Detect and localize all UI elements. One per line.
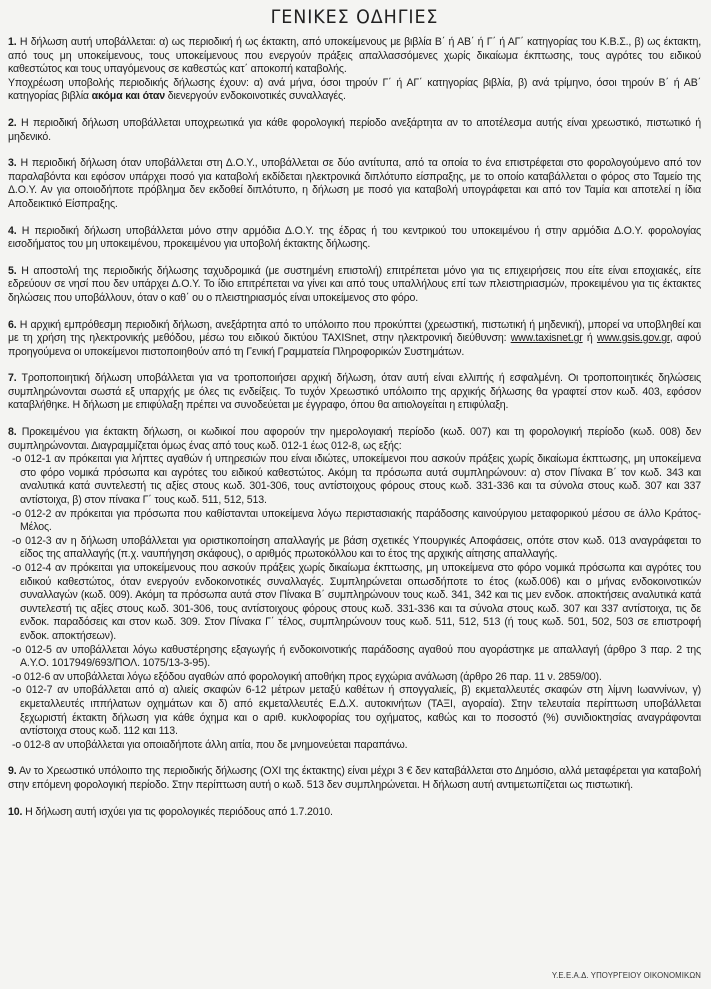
item-number: 1. — [8, 36, 17, 48]
code-012-6: -ο 012-6 αν υποβάλλεται λόγω εξόδου αγαθών από φορολογική αποθήκη προς εγχώρια ανάλωση (άρθρο 26 παρ. 11 ν. 2859/00). — [12, 670, 602, 683]
code-012-8: -ο 012-8 αν υποβάλλεται για οποιαδήποτε άλλη αιτία, που δε μνημονεύεται παραπάνω. — [12, 738, 408, 751]
instruction-7 — [8, 372, 701, 413]
item-text: Η δήλωση αυτή ισχύει για τις φορολογικές περιόδους από 1.7.2010. — [25, 805, 333, 818]
code-012-7: -ο 012-7 αν υποβάλλεται από α) αλιείς σκαφών 6-12 μέτρων μεταξύ καθέτων ή σπογγαλιείς, β) εκμεταλλευτές σκαφών στη λίμνη Ιωαννίνων, γ) εκμεταλλευτές ιππήλατων οχημάτων και δ) από εκμεταλλευτές Ε.Δ.Χ. αυτοκινήτων (ΤΑΞΙ, αγοραία). Στην τελευταία περίπτωση υποβάλλεται ξεχωριστή έκτακτη δήλωση για κάθε όχημα και ο αριθ. κυκλοφορίας του οχήματος, καθώς και το ποσοστό (%) συνιδιοκτησίας αναγράφονται αντίστοιχα στους κωδ. 112 και 113. — [12, 684, 701, 738]
item-number: 8. — [8, 426, 17, 439]
instruction-2 — [8, 117, 701, 144]
item-number: 2. — [8, 116, 17, 129]
instruction-6 — [8, 319, 701, 360]
code-012-4: -ο 012-4 αν πρόκειται για υποκείμενους που ασκούν πράξεις χωρίς δικαίωμα έκπτωσης, μη υποκείμενα στο φόρο νομικά πρόσωπα και αγρότες του ειδικού καθεστώτος, όταν ενεργούν ενδοκοινοτικές συναλλαγές. Συμπληρώνεται οπωσδήποτε το έτος (κωδ.006) και ο μήνας ενδοκοινοτικών συναλλαγών (κωδ. 009). Ακόμη τα πρόσωπα αυτά στον Πίνακα Β΄ συμπληρώνουν τους κωδ. 341, 342 και τις μεν ενδοκ. αποκτήσεις αναλυτικά κατά συντελεστή τις αξίες στους κωδ. 301-306, τους αντίστοιχους φόρους στους κωδ. 331-336 και τα σύνολα στους κωδ. 307 και 337 αντίστοιχα, τις δε ενδοκ. παραδόσεις και στον κωδ. 309. Στον Πίνακα Γ΄ τέλος, συμπληρώνουν τους κωδ. 511, 512, 513 (ή τους κωδ. 501, 502, 503 σε επιστροφή ενδοκ. αποκτήσεων). — [12, 562, 701, 642]
code-012-3: -ο 012-3 αν η δήλωση υποβάλλεται για οριστικοποίηση απαλλαγής με βάση σχετικές Υπουργικές Αποφάσεις, οπότε στον κωδ. 013 αναγράφεται το είδος της απαλλαγής (π.χ. ναυπήγηση σκάφους), ο αριθμός πρωτοκόλλου και το έτος της αρχικής αίτησης απαλλαγής. — [12, 534, 701, 561]
publisher-footer: Υ.Ε.Ε.Α.Δ. ΥΠΟΥΡΓΕΙΟΥ ΟΙΚΟΝΟΜΙΚΩΝ — [551, 971, 701, 980]
item-text: Η αποστολή της περιοδικής δήλωσης ταχυδρομικά (με συστημένη επιστολή) επιτρέπεται μόνο για τις επιχειρήσεις που είτε είναι εποχιακές, είτε εδρεύουν σε νησί που δεν υπάρχει Δ.Ο.Υ. Το ίδιο επιτρέπεται να γίνει και από τους υπαλλήλους επί των πλειστηριασμών, προκειμένου για τις έκτακτες δηλώσεις που υποβάλλουν, όταν ο καθ΄ ου ο πλειστηριασμός είναι υποκείμενος στο φόρο. — [8, 264, 702, 304]
item-number: 5. — [8, 264, 17, 277]
gsis-link[interactable]: www.gsis.gov.gr — [596, 332, 670, 345]
item-text: διενεργούν ενδοκοινοτικές συναλλαγές. — [165, 90, 346, 103]
instruction-10 — [8, 806, 701, 820]
item-number: 6. — [8, 318, 17, 331]
item-number: 9. — [8, 765, 17, 778]
item-number: 10. — [8, 805, 23, 818]
item-text: , αφού προηγούμενα οι υποκείμενοι πιστοποιηθούν από τη Γενική Γραμματεία Πληροφορικών Συστημάτων. — [8, 332, 701, 358]
item-text: ή — [582, 332, 597, 345]
item-text: Προκειμένου για έκτακτη δήλωση, οι κωδικοί που αφορούν την ημερολογιακή περίοδο (κωδ. 007) και τη φορολογική περίοδο (κωδ. 008) δεν συμπληρώνονται. Διαγραμμίζεται όμως ένας από τους κωδ. 012-1 έως 012-8, ως εξής: — [8, 426, 701, 452]
item-text: Τροποποιητική δήλωση υποβάλλεται για να τροποποιήσει αρχική δήλωση, όταν αυτή είναι ελλιπής ή εσφαλμένη. Οι τροποποιητικές δηλώσεις συμπληρώνονται σωστά εξ υπαρχής με όλες τις ενδείξεις. Το τυχόν Χρεωστικό υπόλοιπο της αρχικής δήλωσης θα γραφτεί στον κωδ. 403, εφόσον καταβλήθηκε. Η δήλωση με επιφύλαξη πρέπει να συνοδεύεται με έγγραφο, όπου θα αιτιολογείται η επιφύλαξη. — [8, 372, 701, 412]
item-number: 4. — [8, 224, 17, 237]
item-text: Η περιοδική δήλωση υποβάλλεται υποχρεωτικά για κάθε φορολογική περίοδο ανεξάρτητα αν το αποτέλεσμα αυτής είναι χρεωστικό, πιστωτικό ή μηδενικό. — [8, 116, 701, 143]
item-text: Η δήλωση αυτή υποβάλλεται: α) ως περιοδική ή ως έκτακτη, από υποκείμενους με βιβλία Β΄ ή ΑΒ΄ ή Γ΄ ή ΑΓ΄ κατηγορίας του Κ.Β.Σ., β) ως έκτακτη, από τους μη υποκείμενους, τους υποκείμενους που ενεργούν πράξεις απαλλασσόμενες χωρίς δικαίωμα έκπτωσης, τους αγρότες του ειδικού καθεστώτος και τους υπαγόμενους σε καθεστώς κατ΄ αποκοπή καταβολής. — [8, 36, 701, 76]
item-text: Υποχρέωση υποβολής περιοδικής δήλωσης έχουν: α) ανά μήνα, όσοι τηρούν Γ΄ ή ΑΓ΄ κατηγορίας βιβλία, β) ανά τρίμηνο, όσοι τηρούν Β΄ ή ΑΒ΄ κατηγορίας βιβλία — [8, 76, 701, 103]
instruction-8-intro — [8, 426, 701, 453]
code-012-1: -ο 012-1 αν πρόκειται για λήπτες αγαθών ή υπηρεσιών που είναι ιδιώτες, υποκείμενοι που ασκούν πράξεις χωρίς δικαίωμα έκπτωσης, μη υποκείμενα στο φόρο νομικά πρόσωπα και αγρότες του ειδικού καθεστώτος. Ακόμη τα πρόσωπα αυτά συμπληρώνουν: α) στον Πίνακα Β΄ τον κωδ. 343 και αναλυτικά κατά συντελεστή τις αξίες στους κωδ. 301-306, τους αντίστοιχους φόρους στους κωδ. 331-336 και τα σύνολα στους κωδ. 307 και 337 αντίστοιχα, β) στον πίνακα Γ΄ τους κωδ. 511, 512, 513. — [12, 453, 701, 507]
instruction-3 — [8, 157, 701, 211]
instruction-4 — [8, 225, 701, 252]
item-number: 7. — [8, 372, 17, 385]
taxisnet-link[interactable]: www.taxisnet.gr — [510, 332, 583, 345]
item-number: 3. — [8, 157, 17, 170]
instruction-1 — [8, 36, 701, 104]
item-text: Η περιοδική δήλωση υποβάλλεται μόνο στην αρμόδια Δ.Ο.Υ. της έδρας ή του κεντρικού του υποκειμένου ή στην αρμόδια Δ.Ο.Υ. φορολογίας εισοδήματος του μη υποκειμένου, προκειμένου για υποβολή έκτακτης δήλωσης. — [8, 224, 702, 251]
code-012-5: -ο 012-5 αν υποβάλλεται λόγω καθυστέρησης εξαγωγής ή ενδοκοινοτικής παράδοσης αγαθού που αγοράστηκε με απαλλαγή (άρθρο 3 παρ. 2 της Α.Υ.Ο. 1017949/693/ΠΟΛ. 1075/13-3-95). — [12, 643, 701, 670]
code-012-2: -ο 012-2 αν πρόκειται για πρόσωπα που καθίστανται υποκείμενα λόγω περιστασιακής παράδοσης καινούργιου μεταφορικού μέσου σε άλλο Κράτος-Μέλος. — [12, 507, 701, 534]
instruction-5 — [8, 265, 701, 306]
instruction-9 — [8, 765, 701, 792]
item-text: Η αρχική εμπρόθεσμη περιοδική δήλωση, ανεξάρτητα από το υπόλοιπο που προκύπτει (χρεωστική, πιστωτική ή μηδενική), μπορεί να υποβληθεί και με τη χρήση της ηλεκτρονικής μεθόδου, μέσω του ειδικού δικτύου TAXISnet, στην ηλεκτρονική διεύθυνση: — [8, 318, 701, 345]
item-text: Αν το Χρεωστικό υπόλοιπο της περιοδικής δήλωσης (ΟΧΙ της έκτακτης) είναι μέχρι 3 € δεν καταβάλλεται στο Δημόσιο, αλλά μεταφέρεται για καταβολή στην επόμενη φορολογική περίοδο. Στην περίπτωση αυτή ο κωδ. 513 δεν συμπληρώνεται. Η δήλωση αυτή αντιμετωπίζεται ως πιστωτική. — [8, 765, 701, 791]
instruction-8 — [8, 426, 701, 752]
item-text: Η περιοδική δήλωση όταν υποβάλλεται στη Δ.Ο.Υ., υποβάλλεται σε δύο αντίτυπα, από τα οποία το ένα επιστρέφεται στο φορολογούμενο από τον παραλαβόντα και εφόσον υπάρχει ποσό για καταβολή εκδίδεται ηλεκτρονικά διπλότυπο είσπραξης, με το οποίο καταβάλλεται ο φόρος στο Ταμείο της Δ.Ο.Υ. Αν για οποιοδήποτε πρόβλημα δεν εκδοθεί διπλότυπο, η δήλωση με ποσό για καταβολή υπογράφεται και από τον Ταμία και αποτελεί η ίδια Αποδεικτικό Είσπραξης. — [8, 157, 701, 210]
emphasis-text: ακόμα και όταν — [91, 90, 166, 103]
page-title: ΓΕΝΙΚΕΣ ΟΔΗΓΙΕΣ — [270, 6, 439, 28]
